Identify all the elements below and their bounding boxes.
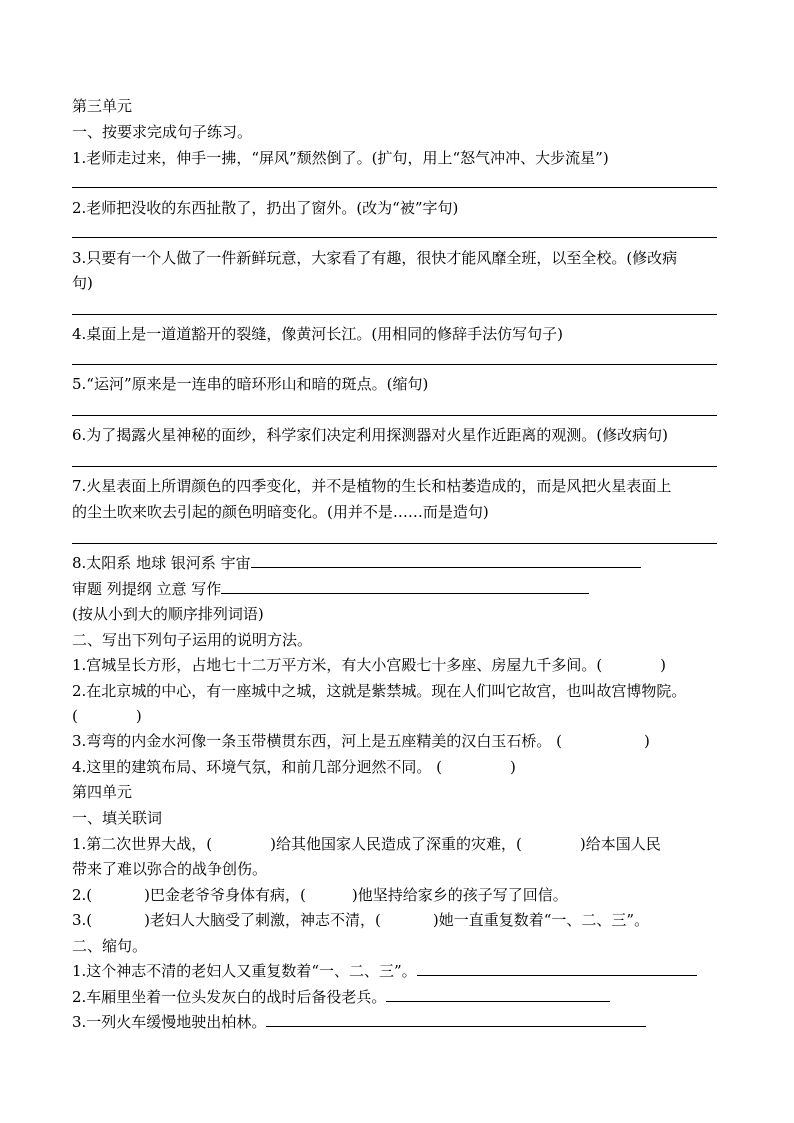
- unit4-section2-heading: 二、缩句。: [72, 937, 148, 955]
- answer-line-c2[interactable]: [386, 987, 610, 1002]
- unit3-title: 第三单元: [72, 97, 133, 115]
- method-question-3: [72, 731, 650, 751]
- method-question-4-text: 4.这里的建筑布局、环境气氛，和前几部分迥然不同。 (: [72, 758, 442, 776]
- question-8-note: (按从小到大的顺序排列词语): [72, 605, 264, 623]
- answer-line-6[interactable]: [72, 466, 717, 467]
- fill-question-1-part-c: )给本国人民: [579, 835, 661, 853]
- answer-line-c3[interactable]: [266, 1012, 646, 1027]
- fill-question-3-part-a: 3.(: [72, 911, 93, 929]
- paren-close: ): [135, 707, 142, 725]
- paren-close: ): [509, 758, 516, 776]
- question-5: 5.“运河”原来是一连串的暗环形山和暗的斑点。(缩句): [72, 375, 429, 393]
- fill-question-2-part-a: 2.(: [72, 886, 93, 904]
- answer-line-2[interactable]: [72, 237, 717, 238]
- paren-close: ): [660, 656, 667, 674]
- question-1: 1.老师走过来，伸手一拂，“屏风”颓然倒了。(扩句，用上“怒气冲冲、大步流星”): [72, 149, 609, 167]
- fill-question-3-part-b: )老妇人大脑受了刺激，神志不清，(: [144, 911, 381, 929]
- condense-question-3-text: 3.一列火车缓慢地驶出柏林。: [72, 1013, 267, 1031]
- fill-question-1-part-b: )给其他国家人民造成了深重的灾难，(: [270, 835, 522, 853]
- answer-line-8a[interactable]: [251, 553, 641, 568]
- unit4-section1-heading: 一、填关联词: [72, 809, 163, 827]
- method-question-3-text: 3.弯弯的内金水河像一条玉带横贯东西，河上是五座精美的汉白玉石桥。 (: [72, 732, 562, 750]
- fill-question-1-part-a: 1.第二次世界大战，(: [72, 835, 213, 853]
- condense-question-1-text: 1.这个神志不清的老妇人又重复数着“一、二、三”。: [72, 962, 417, 980]
- answer-line-7[interactable]: [72, 543, 717, 544]
- answer-line-4[interactable]: [72, 364, 717, 365]
- paren-open: (: [72, 707, 78, 725]
- question-2: 2.老师把没收的东西扯散了，扔出了窗外。(改为“被”字句): [72, 199, 459, 217]
- question-4: 4.桌面上是一道道豁开的裂缝，像黄河长江。(用相同的修辞手法仿写句子): [72, 325, 564, 343]
- answer-line-1[interactable]: [72, 187, 717, 188]
- condense-question-2-text: 2.车厢里坐着一位头发灰白的战时后备役老兵。: [72, 988, 387, 1006]
- question-7-line2: 的尘土吹来吹去引起的颜色明暗变化。(用并不是……而是造句): [72, 503, 489, 521]
- fill-question-1-line1: [72, 834, 661, 854]
- fill-question-3: [72, 910, 649, 930]
- answer-line-c1[interactable]: [417, 961, 697, 976]
- unit3-section2-heading: 二、写出下列句子运用的说明方法。: [72, 631, 313, 649]
- question-8-words-1: 8.太阳系 地球 银河系 宇宙: [72, 554, 251, 572]
- answer-line-8b[interactable]: [221, 579, 589, 594]
- condense-question-2: [72, 987, 610, 1007]
- method-question-1-text: 1.宫城呈长方形，占地七十二万平方米，有大小宫殿七十多座、房屋九千多间。(: [72, 656, 603, 674]
- paren-close: ): [643, 732, 650, 750]
- condense-question-3: [72, 1012, 646, 1032]
- method-question-1: [72, 655, 666, 675]
- unit4-title: 第四单元: [72, 783, 133, 801]
- fill-question-2-part-b: )巴金老爷爷身体有病，(: [144, 886, 306, 904]
- fill-question-1-line2: 带来了难以弥合的战争创伤。: [72, 860, 268, 878]
- method-question-4: [72, 757, 516, 777]
- answer-line-5[interactable]: [72, 415, 717, 416]
- question-6: 6.为了揭露火星神秘的面纱，科学家们决定利用探测器对火星作近距离的观测。(修改病句): [72, 426, 669, 444]
- question-3-line1: 3.只要有一个人做了一件新鲜玩意，大家看了有趣，很快才能风靡全班，以至全校。(修改病: [72, 249, 678, 267]
- question-7-line1: 7.火星表面上所谓颜色的四季变化，并不是植物的生长和枯萎造成的，而是风把火星表面上: [72, 477, 672, 495]
- question-3-line2: 句): [72, 274, 93, 292]
- question-8-line2: [72, 579, 589, 599]
- condense-question-1: [72, 961, 697, 981]
- answer-line-3[interactable]: [72, 314, 717, 315]
- question-8-line1: [72, 553, 641, 573]
- question-8-words-2: 审题 列提纲 立意 写作: [72, 580, 222, 598]
- fill-question-3-part-c: )她一直重复数着“一、二、三”。: [432, 911, 650, 929]
- method-question-2-line2: [72, 706, 142, 726]
- method-question-2-line1: 2.在北京城的中心，有一座城中之城，这就是紫禁城。现在人们叫它故宫，也叫故宫博物院。: [72, 682, 687, 700]
- fill-question-2: [72, 885, 568, 905]
- unit3-section1-heading: 一、按要求完成句子练习。: [72, 123, 253, 141]
- fill-question-2-part-c: )他坚持给家乡的孩子写了回信。: [351, 886, 568, 904]
